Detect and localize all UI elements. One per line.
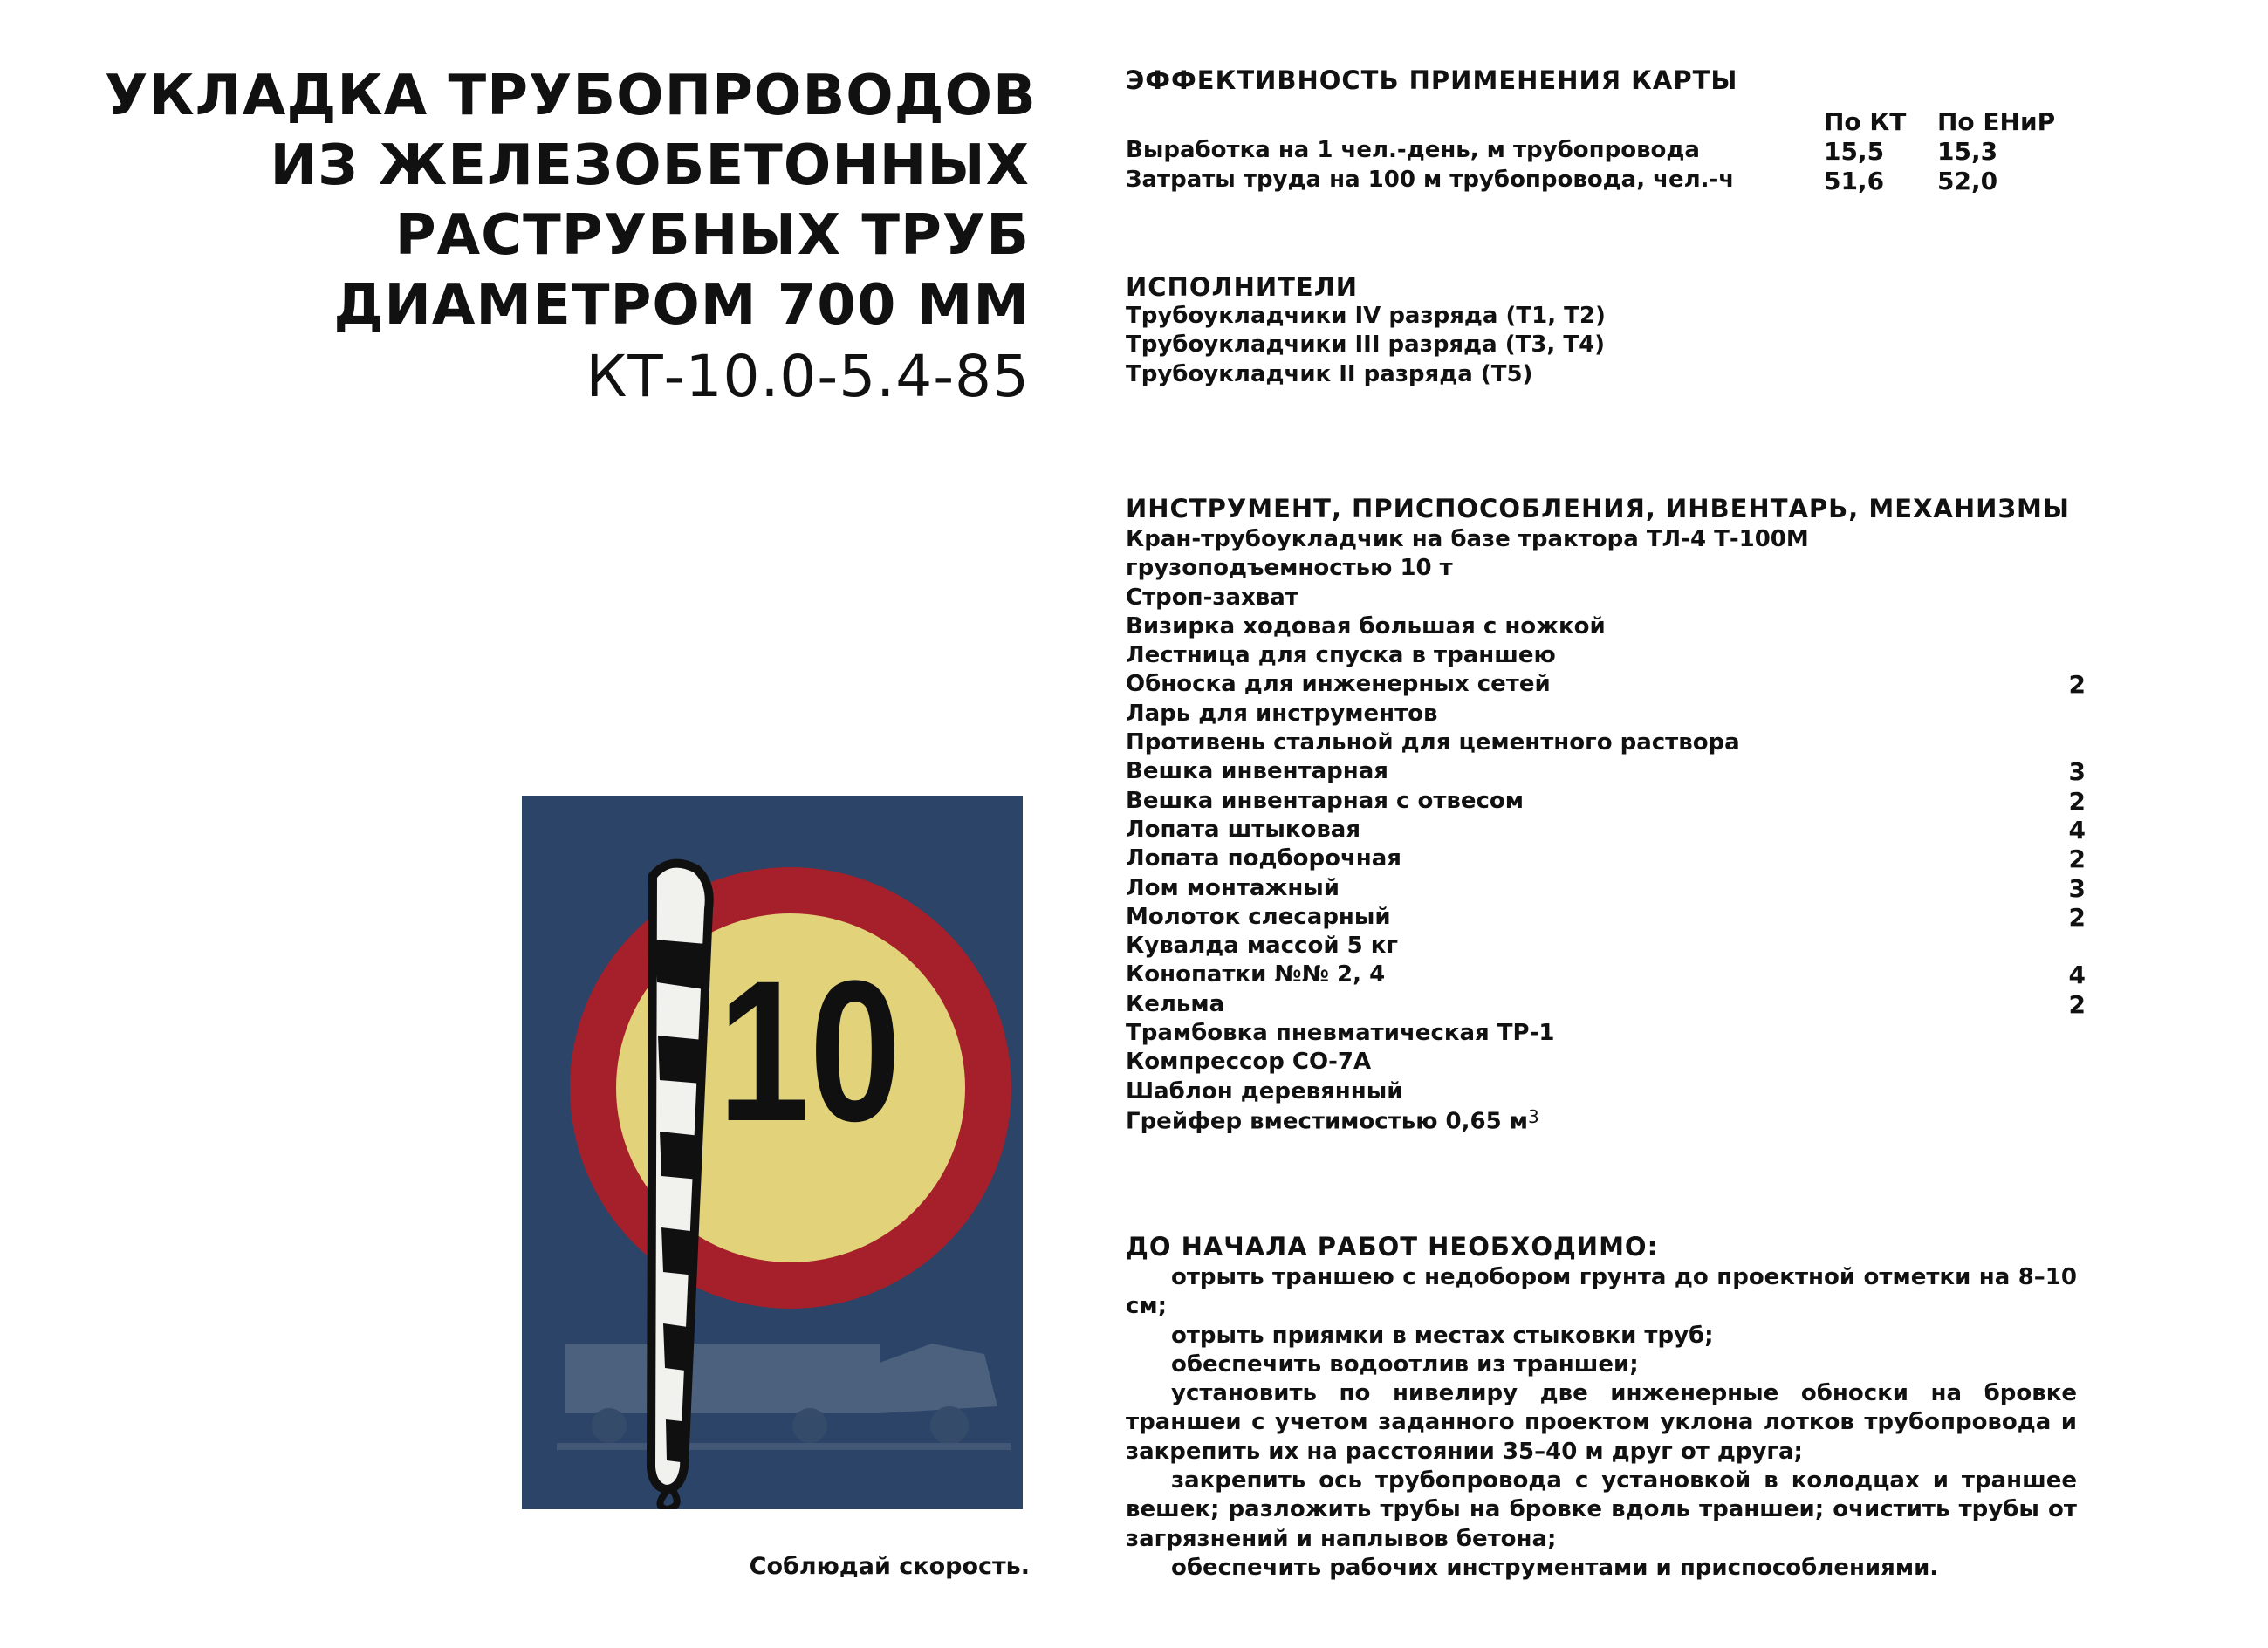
tool-item [1126,903,2086,932]
document-title [105,61,1037,412]
effectiveness-heading: ЭФФЕКТИВНОСТЬ ПРИМЕНЕНИЯ КАРТЫ [1126,65,1738,95]
tool-name: Кран-трубоукладчик на базе трактора ТЛ-4 Т-100М [1126,526,1809,552]
tool-name: Лестница для спуска в траншею [1126,642,1556,669]
instruction-paragraph: отрыть траншею с недобором грунта до проектной отметки на 8–10 см; [1126,1264,2077,1320]
tool-name: Трамбовка пневматическая ТР-1 [1126,1020,1555,1047]
effectiveness-kt-value: 51,6 [1824,167,1885,195]
poster-illustration [522,796,1023,1509]
tool-item [1126,816,2086,845]
tool-item [1126,1019,2086,1048]
before-work-section [1126,1232,2077,1583]
performers-heading: ИСПОЛНИТЕЛИ [1126,272,1359,302]
tool-quantity: 2 [2068,786,2086,816]
title-line-4: ДИАМЕТРОМ 700 ММ [333,273,1030,338]
tool-name: Вешка инвентарная с отвесом [1126,787,1525,814]
effectiveness-row-label: Выработка на 1 чел.-день, м трубопровода [1126,137,1700,163]
title-line-3: РАСТРУБНЫХ ТРУБ [394,203,1030,268]
unit-exponent: 3 [1527,1105,1539,1127]
tool-item [1126,641,2086,670]
instruction-paragraph: обеспечить водоотлив из траншеи; [1171,1351,1639,1378]
tool-name: Конопатки №№ 2, 4 [1126,961,1386,988]
tool-item [1126,554,2086,583]
instruction-paragraph: обеспечить рабочих инструментами и приспособлениями. [1171,1554,1939,1581]
tool-quantity: 4 [2068,961,2086,990]
poster-caption: Соблюдай скорость. [749,1553,1030,1580]
tool-name: Обноска для инженерных сетей [1126,671,1551,698]
tool-quantity: 2 [2068,902,2086,932]
performer-item: Трубоукладчики III разряда (Т3, Т4) [1126,332,1606,359]
tool-name: грузоподъемностью 10 т [1126,555,1453,582]
tool-name: Компрессор СО-7А [1126,1049,1372,1076]
instruction-paragraph: отрыть приямки в местах стыковки труб; [1171,1322,1714,1349]
tool-name: Вешка инвентарная [1126,758,1388,785]
sign-number: 10 [717,939,901,1164]
column-enir: По ЕНиР [1937,107,2056,136]
tool-name: Строп-захват [1126,584,1298,611]
tool-item [1126,787,2086,816]
effectiveness-enir-value: 15,3 [1937,137,1998,166]
tool-quantity: 4 [2068,815,2086,845]
title-line-1: УКЛАДКА ТРУБОПРОВОДОВ [105,64,1037,128]
tool-name: Визирка ходовая большая с ножкой [1126,612,1606,639]
before-work-heading: ДО НАЧАЛА РАБОТ НЕОБХОДИМО: [1126,1232,1659,1262]
performer-item: Трубоукладчик II разряда (Т5) [1126,360,1533,387]
tool-item [1126,584,2086,612]
effectiveness-section [1126,65,2103,203]
tools-section [1126,494,2086,1135]
tool-item [1126,700,2086,728]
tool-name: Молоток слесарный [1126,903,1391,930]
effectiveness-kt-value: 15,5 [1824,137,1885,166]
effectiveness-enir-value: 52,0 [1937,167,1998,195]
tool-name: Грейфер вместимостью 0,65 м [1126,1108,1528,1135]
tool-item [1126,525,2086,554]
tool-quantity: 3 [2068,873,2086,903]
tool-name: Кувалда массой 5 кг [1126,933,1398,960]
tool-item [1126,874,2086,903]
instruction-paragraph: закрепить ось трубопровода с установкой в колодцах и траншее вешек; разложить трубы на бровке вдоль траншеи; очистить трубы от загрязнений и наплывов бетона; [1126,1467,2077,1552]
performer-item: Трубоукладчики IV разряда (Т1, Т2) [1126,303,1606,329]
tool-quantity: 3 [2068,757,2086,787]
tool-name: Противень стальной для цементного раствора [1126,729,1740,756]
tool-item [1126,612,2086,641]
tool-item [1126,932,2086,961]
safety-poster [522,796,1023,1509]
tool-item [1126,1048,2086,1077]
tool-item [1126,990,2086,1019]
tool-quantity: 2 [2068,845,2086,874]
tool-name: Лопата штыковая [1126,816,1361,843]
effectiveness-row-label: Затраты труда на 100 м трубопровода, чел.-ч [1126,167,1735,193]
tool-name: Кельма [1126,990,1225,1017]
tool-quantity: 2 [2068,670,2086,700]
tool-item [1126,1077,2086,1106]
document-code: КТ-10.0-5.4-85 [586,343,1030,410]
tool-name: Шаблон деревянный [1126,1077,1403,1104]
tools-heading: ИНСТРУМЕНТ, ПРИСПОСОБЛЕНИЯ, ИНВЕНТАРЬ, МЕХАНИЗМЫ [1126,494,2070,523]
title-line-2: ИЗ ЖЕЛЕЗОБЕТОННЫХ [270,133,1030,198]
column-kt: По КТ [1824,107,1907,136]
tool-item [1126,1106,2086,1135]
performers-section [1126,272,2103,389]
instruction-paragraph: установить по нивелиру две инженерные обноски на бровке траншеи с учетом заданного проектом уклона лотков трубопровода и закрепить их на расстоянии 35–40 м друг от друга; [1126,1380,2077,1465]
tool-item [1126,670,2086,699]
tool-name: Ларь для инструментов [1126,700,1438,727]
tool-item [1126,728,2086,757]
tool-name: Лом монтажный [1126,874,1340,901]
effectiveness-table [1126,107,2103,203]
tool-name: Лопата подборочная [1126,845,1401,872]
tool-quantity: 2 [2068,989,2086,1019]
tool-item [1126,757,2086,786]
tool-item [1126,845,2086,873]
tool-item [1126,961,2086,989]
